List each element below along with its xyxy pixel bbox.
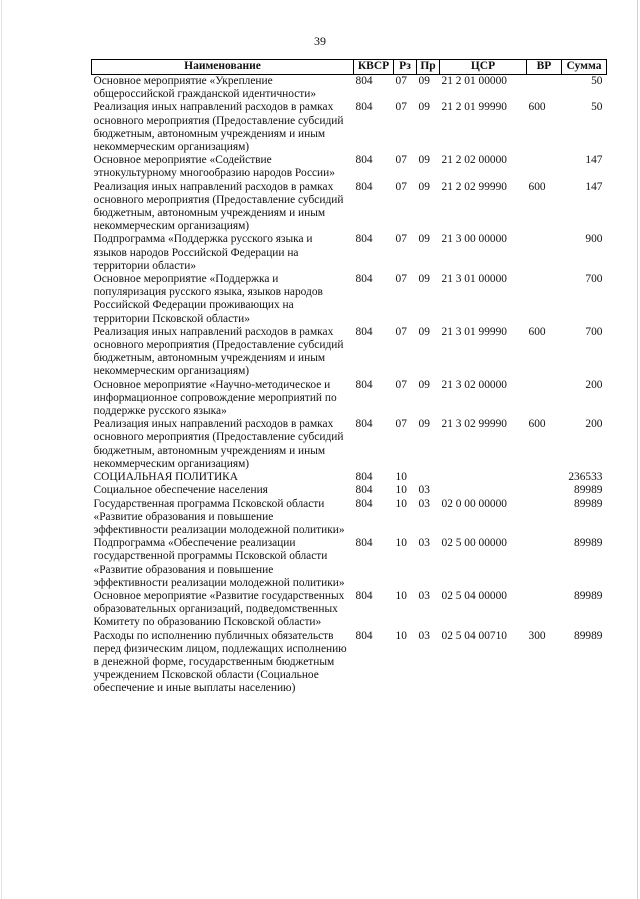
cell-kvsr: 804 bbox=[355, 378, 373, 391]
table-row bbox=[92, 590, 607, 630]
cell-pr: 09 bbox=[418, 75, 430, 87]
cell-rz: 07 bbox=[395, 378, 407, 391]
cell-rz: 07 bbox=[395, 273, 407, 286]
cell-name: Реализация иных направлений расходов в рамках основного мероприятия (Предоставление субсидий бюджетным, автономным учреждениям и иным некоммерческим организациям) bbox=[93, 325, 344, 378]
cell-pr: 09 bbox=[418, 325, 430, 338]
cell-vr bbox=[527, 233, 562, 273]
cell-pr: 09 bbox=[418, 233, 430, 246]
table-row bbox=[92, 418, 607, 471]
header-vr: ВР bbox=[527, 60, 562, 75]
cell-rz: 07 bbox=[395, 180, 407, 193]
header-name: Наименование bbox=[92, 60, 354, 75]
cell-pr: 09 bbox=[418, 180, 430, 193]
cell-name: СОЦИАЛЬНАЯ ПОЛИТИКА bbox=[93, 471, 239, 484]
cell-name: Подпрограмма «Поддержка русского языка и языков народов Российской Федерации на территории области» bbox=[93, 233, 313, 272]
cell-vr bbox=[527, 273, 562, 326]
cell-rz: 07 bbox=[395, 75, 407, 87]
cell-sum: 147 bbox=[585, 180, 603, 193]
table-row bbox=[92, 471, 607, 484]
cell-pr: 03 bbox=[418, 629, 430, 642]
cell-name: Реализация иных направлений расходов в рамках основного мероприятия (Предоставление субсидий бюджетным, автономным учреждениям и иным некоммерческим организациям) bbox=[93, 418, 344, 470]
cell-csr: 21 2 02 00000 bbox=[441, 154, 507, 167]
cell-sum: 200 bbox=[585, 378, 603, 391]
cell-kvsr: 804 bbox=[355, 537, 373, 550]
cell-kvsr: 804 bbox=[355, 418, 373, 431]
cell-sum: 89989 bbox=[574, 497, 603, 510]
cell-rz: 10 bbox=[395, 497, 407, 510]
cell-rz: 10 bbox=[395, 589, 407, 602]
cell-rz: 07 bbox=[395, 325, 407, 338]
cell-kvsr: 804 bbox=[355, 154, 373, 167]
cell-name: Государственная программа Псковской области «Развитие образования и повышение эффективности реализации молодежной политики» bbox=[93, 497, 345, 536]
cell-rz: 10 bbox=[395, 471, 407, 484]
cell-csr: 21 3 02 00000 bbox=[441, 378, 507, 391]
cell-name: Основное мероприятие «Укрепление общероссийской гражданской идентичности» bbox=[93, 75, 317, 101]
cell-csr: 21 2 01 99990 bbox=[441, 101, 507, 114]
cell-pr: 03 bbox=[418, 484, 430, 497]
cell-sum: 236533 bbox=[568, 471, 603, 484]
budget-table bbox=[91, 59, 607, 696]
cell-vr bbox=[527, 154, 562, 180]
cell-name: Социальное обеспечение населения bbox=[93, 484, 268, 497]
cell-sum: 89989 bbox=[574, 589, 603, 602]
cell-kvsr: 804 bbox=[355, 589, 373, 602]
cell-kvsr: 804 bbox=[355, 471, 373, 484]
cell-vr bbox=[527, 379, 562, 419]
table-row bbox=[92, 379, 607, 419]
table-row bbox=[92, 484, 607, 497]
cell-kvsr: 804 bbox=[355, 629, 373, 642]
cell-pr: 03 bbox=[418, 497, 430, 510]
cell-kvsr: 804 bbox=[355, 325, 373, 338]
cell-name: Основное мероприятие «Научно-методическое и информационное сопровождение мероприятий по поддержке русского языка» bbox=[93, 378, 337, 418]
cell-csr: 21 3 01 00000 bbox=[441, 273, 507, 286]
cell-rz: 10 bbox=[395, 537, 407, 550]
table-body bbox=[92, 75, 607, 696]
cell-kvsr: 804 bbox=[355, 75, 373, 87]
cell-rz: 10 bbox=[395, 484, 407, 497]
cell-vr bbox=[527, 537, 562, 590]
table-row bbox=[92, 154, 607, 180]
cell-vr bbox=[527, 484, 562, 497]
header-rz: Рз bbox=[394, 60, 417, 75]
cell-vr: 300 bbox=[528, 629, 546, 642]
cell-csr: 21 3 00 00000 bbox=[441, 233, 507, 246]
table-row bbox=[92, 101, 607, 154]
cell-pr bbox=[417, 471, 440, 484]
cell-kvsr: 804 bbox=[355, 497, 373, 510]
cell-pr: 03 bbox=[418, 537, 430, 550]
scan-edge-left bbox=[1, 0, 2, 899]
cell-csr: 21 3 02 99990 bbox=[441, 418, 507, 431]
cell-rz: 07 bbox=[395, 101, 407, 114]
cell-csr: 02 5 04 00710 bbox=[441, 629, 507, 642]
cell-vr bbox=[527, 498, 562, 538]
header-kvsr: КВСР bbox=[354, 60, 394, 75]
cell-pr: 09 bbox=[418, 378, 430, 391]
cell-pr: 09 bbox=[418, 273, 430, 286]
cell-rz: 07 bbox=[395, 418, 407, 431]
cell-csr bbox=[440, 471, 527, 484]
header-pr: Пр bbox=[417, 60, 440, 75]
cell-csr: 02 5 04 00000 bbox=[441, 589, 507, 602]
table-row bbox=[92, 181, 607, 234]
table-row bbox=[92, 630, 607, 696]
cell-name: Основное мероприятие «Поддержка и популяризация русского языка, языков народов Российской Федерации проживающих на территории Псковской области» bbox=[93, 273, 323, 325]
cell-vr: 600 bbox=[528, 101, 546, 114]
cell-csr bbox=[440, 484, 527, 497]
cell-vr bbox=[527, 75, 562, 102]
cell-kvsr: 804 bbox=[355, 484, 373, 497]
cell-sum: 700 bbox=[585, 325, 603, 338]
cell-vr: 600 bbox=[528, 325, 546, 338]
cell-name: Реализация иных направлений расходов в рамках основного мероприятия (Предоставление субсидий бюджетным, автономным учреждениям и иным некоммерческим организациям) bbox=[93, 101, 344, 154]
cell-csr: 21 2 01 00000 bbox=[441, 75, 507, 87]
table-header-row bbox=[92, 60, 607, 75]
cell-sum: 89989 bbox=[574, 484, 603, 497]
cell-name: Подпрограмма «Обеспечение реализации государственной программы Псковской области «Развитие образования и повышение эффективности реализации молодежной политики» bbox=[93, 537, 345, 589]
header-sum: Сумма bbox=[562, 60, 607, 75]
cell-kvsr: 804 bbox=[355, 233, 373, 246]
cell-sum: 147 bbox=[585, 154, 603, 167]
cell-sum: 89989 bbox=[574, 629, 603, 642]
cell-sum: 50 bbox=[591, 75, 603, 87]
cell-csr: 02 5 00 00000 bbox=[441, 537, 507, 550]
header-csr: ЦСР bbox=[440, 60, 527, 75]
table-row bbox=[92, 233, 607, 273]
cell-kvsr: 804 bbox=[355, 180, 373, 193]
cell-sum: 900 bbox=[585, 233, 603, 246]
page-number: 39 bbox=[314, 34, 326, 48]
cell-csr: 21 2 02 99990 bbox=[441, 180, 507, 193]
cell-pr: 09 bbox=[418, 418, 430, 431]
table-row bbox=[92, 537, 607, 590]
cell-kvsr: 804 bbox=[355, 101, 373, 114]
table-row bbox=[92, 273, 607, 326]
cell-sum: 50 bbox=[591, 101, 603, 114]
table-row bbox=[92, 326, 607, 379]
cell-rz: 07 bbox=[395, 154, 407, 167]
cell-name: Расходы по исполнению публичных обязательств перед физическим лицом, подлежащих исполнению в денежной форме, государственным бюджетным учреждением Псковской области (Социальное обеспечение и иные выплаты населению) bbox=[93, 629, 347, 695]
cell-csr: 02 0 00 00000 bbox=[441, 497, 507, 510]
cell-vr: 600 bbox=[528, 180, 546, 193]
cell-pr: 09 bbox=[418, 101, 430, 114]
cell-vr: 600 bbox=[528, 418, 546, 431]
cell-name: Основное мероприятие «Содействие этнокультурному многообразию народов России» bbox=[93, 154, 335, 180]
cell-csr: 21 3 01 99990 bbox=[441, 325, 507, 338]
cell-sum: 89989 bbox=[574, 537, 603, 550]
cell-rz: 07 bbox=[395, 233, 407, 246]
cell-name: Реализация иных направлений расходов в рамках основного мероприятия (Предоставление субсидий бюджетным, автономным учреждениям и иным некоммерческим организациям) bbox=[93, 180, 344, 233]
table-row bbox=[92, 498, 607, 538]
cell-vr bbox=[527, 471, 562, 484]
table-row bbox=[92, 75, 607, 102]
cell-sum: 200 bbox=[585, 418, 603, 431]
cell-pr: 03 bbox=[418, 589, 430, 602]
scan-edge-right bbox=[637, 0, 638, 899]
cell-pr: 09 bbox=[418, 154, 430, 167]
cell-sum: 700 bbox=[585, 273, 603, 286]
cell-name: Основное мероприятие «Развитие государственных образовательных организаций, подведомственных Комитету по образованию Псковской области» bbox=[93, 589, 345, 629]
cell-kvsr: 804 bbox=[355, 273, 373, 286]
cell-vr bbox=[527, 590, 562, 630]
cell-rz: 10 bbox=[395, 629, 407, 642]
